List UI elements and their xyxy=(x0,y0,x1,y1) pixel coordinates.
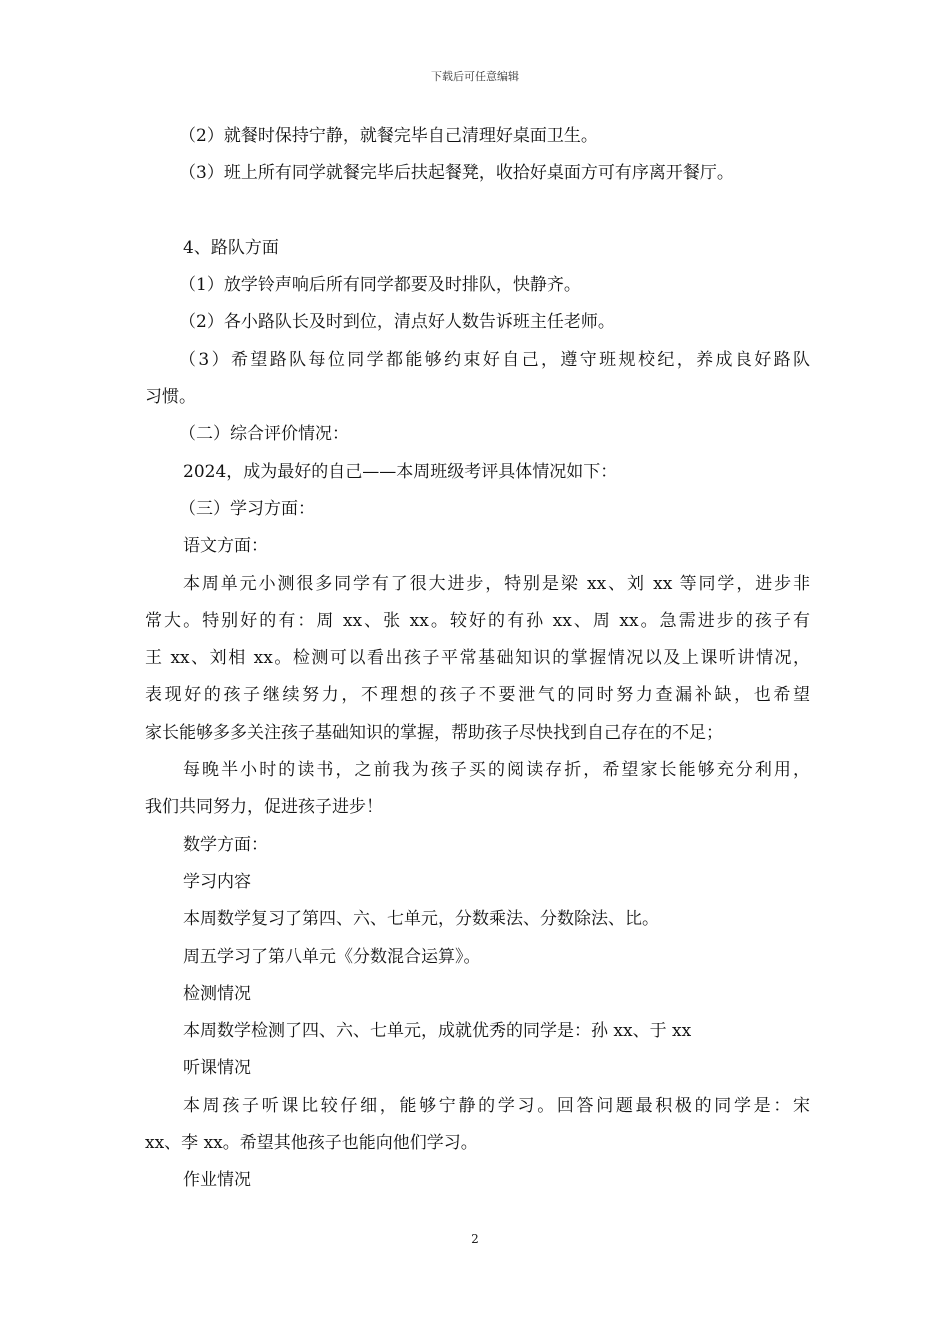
paragraph-line: xx、李 xx。希望其他孩子也能向他们学习。 xyxy=(145,1133,478,1154)
subsection-heading: 作业情况 xyxy=(183,1170,251,1191)
paragraph-line: 本周单元小测很多同学有了很大进步，特别是梁 xx、刘 xx 等同学，进步非 xyxy=(183,573,810,594)
page-number: 2 xyxy=(471,1232,479,1246)
subsection-heading: 语文方面： xyxy=(183,536,268,557)
paragraph-line: （1）放学铃声响后所有同学都要及时排队，快静齐。 xyxy=(179,275,581,296)
paragraph-line: （3）希望路队每位同学都能够约束好自己，遵守班规校纪，养成良好路队 xyxy=(179,349,810,370)
section-heading: （二）综合评价情况： xyxy=(179,424,349,445)
subsection-heading: 数学方面： xyxy=(183,834,268,855)
document-body xyxy=(145,118,810,1200)
paragraph-line: 每晚半小时的读书，之前我为孩子买的阅读存折，希望家长能够充分利用， xyxy=(183,760,810,781)
paragraph-line: 2024，成为最好的自己——本周班级考评具体情况如下： xyxy=(183,461,618,482)
subsection-heading: 学习内容 xyxy=(183,871,251,892)
paragraph-line: （2）就餐时保持宁静，就餐完毕自己清理好桌面卫生。 xyxy=(179,126,598,146)
paragraph-line: 习惯。 xyxy=(145,387,196,408)
paragraph-line: 本周数学检测了四、六、七单元，成就优秀的同学是：孙 xx、于 xx xyxy=(183,1021,692,1042)
paragraph-line: 家长能够多多关注孩子基础知识的掌握，帮助孩子尽快找到自己存在的不足； xyxy=(145,722,723,743)
paragraph-line: 表现好的孩子继续努力，不理想的孩子不要泄气的同时努力查漏补缺，也希望 xyxy=(145,685,810,706)
paragraph-line: 本周数学复习了第四、六、七单元，分数乘法、分数除法、比。 xyxy=(183,909,659,930)
paragraph-line: 我们共同努力，促进孩子进步！ xyxy=(145,797,383,818)
paragraph-line: 常大。特别好的有：周 xx、张 xx。较好的有孙 xx、周 xx。急需进步的孩子有 xyxy=(145,610,810,631)
section-heading: （三）学习方面： xyxy=(179,498,315,519)
subsection-heading: 检测情况 xyxy=(183,983,251,1004)
paragraph-line: 周五学习了第八单元《分数混合运算》。 xyxy=(183,946,481,967)
section-heading: 4、路队方面 xyxy=(183,237,279,258)
subsection-heading: 听课情况 xyxy=(183,1058,251,1079)
page-header-note: 下载后可任意编辑 xyxy=(431,70,519,83)
paragraph-line: 王 xx、刘相 xx。检测可以看出孩子平常基础知识的掌握情况以及上课听讲情况， xyxy=(145,648,810,669)
paragraph-line: 本周孩子听课比较仔细，能够宁静的学习。回答问题最积极的同学是：宋 xyxy=(183,1095,810,1116)
paragraph-line: （3）班上所有同学就餐完毕后扶起餐凳，收拾好桌面方可有序离开餐厅。 xyxy=(179,163,734,184)
paragraph-gap xyxy=(145,193,810,230)
paragraph-line: （2）各小路队长及时到位，清点好人数告诉班主任老师。 xyxy=(179,312,615,333)
